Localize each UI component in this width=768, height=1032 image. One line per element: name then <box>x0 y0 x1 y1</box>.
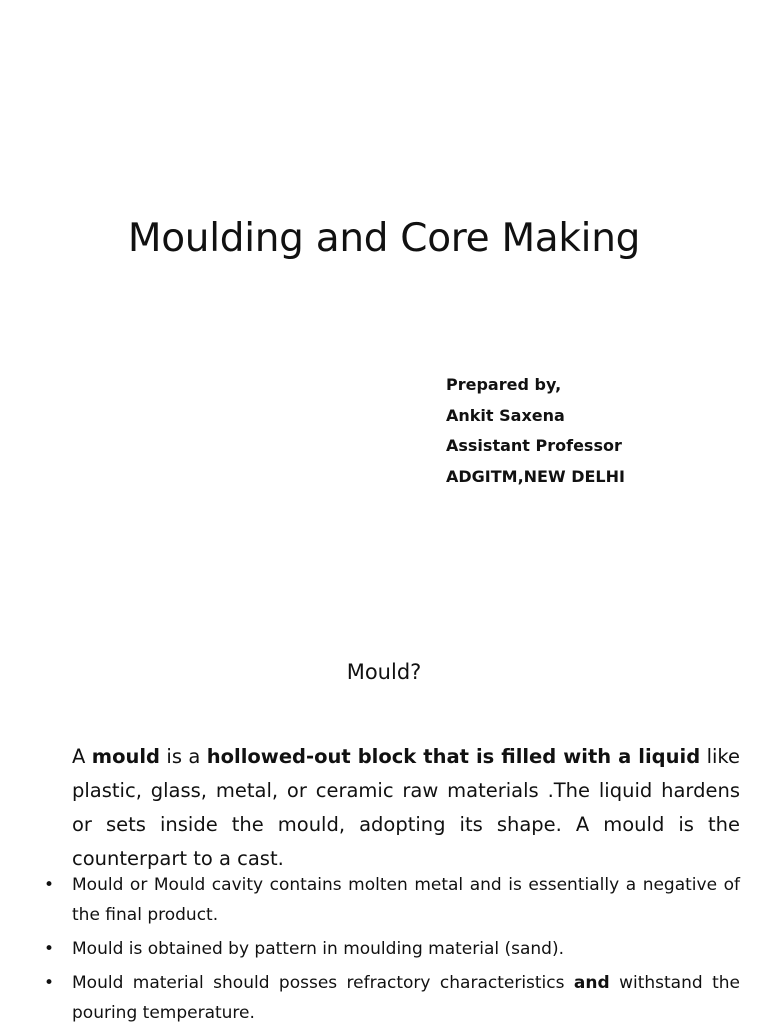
slide-title: Moulding and Core Making <box>127 216 641 261</box>
intro-text-1: A <box>72 745 92 768</box>
bullet-dot-icon: • <box>44 939 55 959</box>
intro-text-3: like plastic, glass, metal, or ceramic raw materials .The liquid hardens or sets inside the mould, adopting its shape. A mould is the counterpart to a cast. <box>72 745 740 870</box>
bullet-text-end: withstand the pouring temperature. <box>72 973 740 1023</box>
prepared-by-line: Prepared by, <box>446 375 562 394</box>
author-name: Ankit Saxena <box>446 405 565 425</box>
bullet-text: Mould or Mould cavity contains molten metal and is essentially a negative of the final product. <box>72 875 740 925</box>
author-block <box>446 370 625 492</box>
mould-slide <box>0 630 768 1024</box>
bullet-item <box>0 934 740 964</box>
bullet-item <box>0 968 740 1028</box>
intro-bold-2: hollowed-out block that is filled with a liquid <box>206 745 701 768</box>
bullet-dot-icon: • <box>44 973 55 993</box>
bullet-bold-text: and <box>573 973 610 993</box>
intro-bold-1: mould <box>91 745 160 768</box>
author-institution: ADGITM,NEW DELHI <box>446 466 625 486</box>
slide-heading: Mould? <box>346 660 422 684</box>
intro-text-2: is a <box>160 745 207 768</box>
intro-paragraph <box>72 740 740 876</box>
author-designation: Assistant Professor <box>446 436 622 455</box>
bullet-text: Mould material should posses refractory characteristics <box>72 973 574 993</box>
bullet-dot-icon: • <box>44 875 55 895</box>
bullet-list <box>0 870 768 1032</box>
bullet-text: Mould is obtained by pattern in moulding material (sand). <box>72 939 565 959</box>
bullet-item <box>0 870 740 930</box>
